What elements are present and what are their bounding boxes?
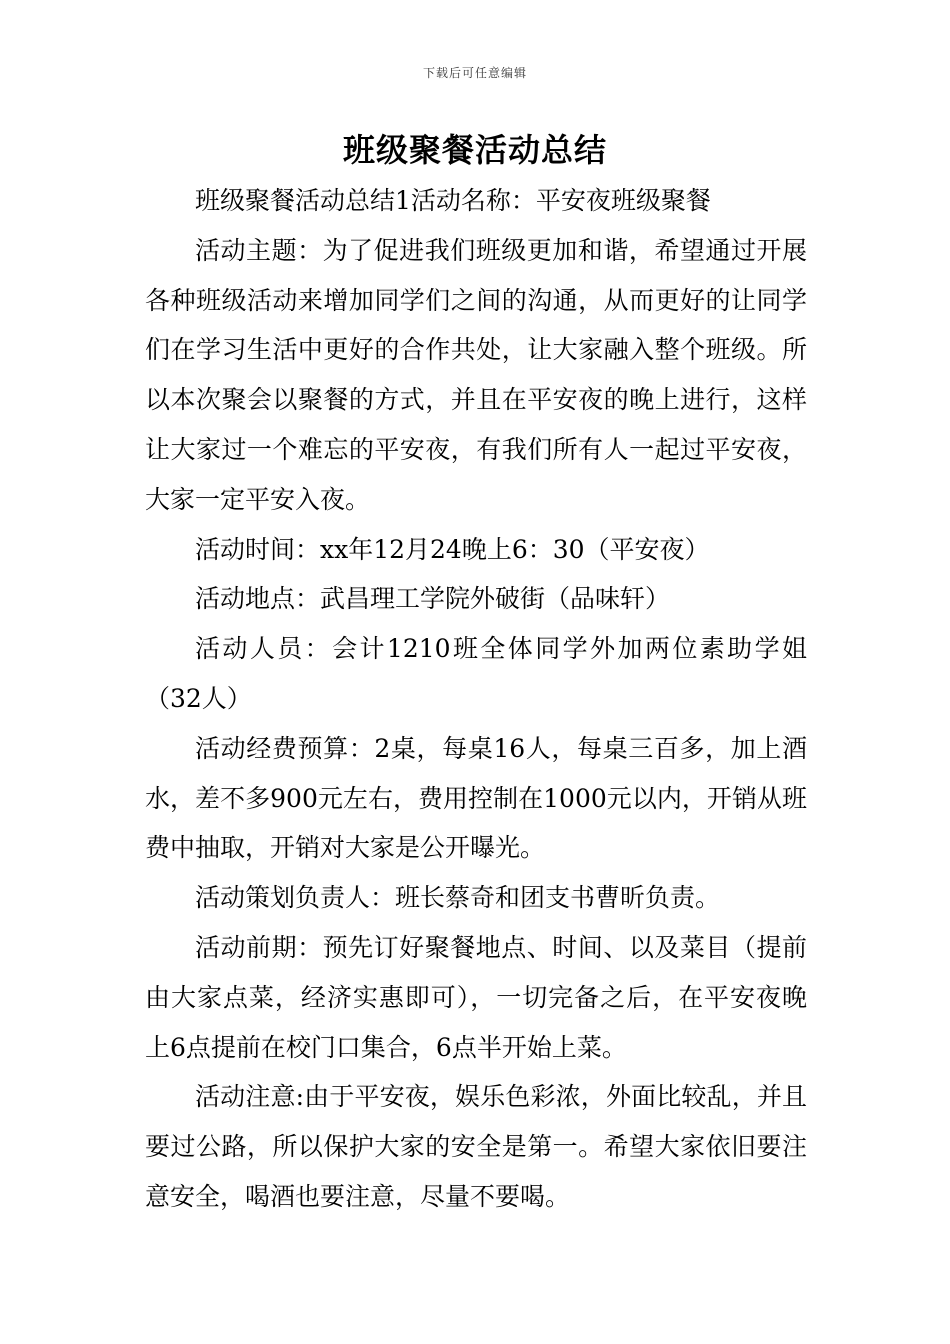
paragraph-organizers: 活动策划负责人：班长蔡奇和团支书曹昕负责。 [195, 883, 721, 913]
paragraph-location: 活动地点：武昌理工学院外破街（品味轩） [195, 584, 671, 614]
paragraph-preparation: 活动前期：预先订好聚餐地点、时间、以及菜目（提前由大家点菜，经济实惠即可），一切完备之后，在平安夜晚上6点提前在校门口集合，6点半开始上菜。 [145, 932, 807, 1062]
paragraph-budget: 活动经费预算：2桌，每桌16人，每桌三百多，加上酒水，差不多900元左右，费用控制在1000元以内，开销从班费中抽取，开销对大家是公开曝光。 [145, 733, 807, 863]
paragraph-theme: 活动主题：为了促进我们班级更加和谐，希望通过开展各种班级活动来增加同学们之间的沟通，从而更好的让同学们在学习生活中更好的合作共处，让大家融入整个班级。所以本次聚会以聚餐的方式，并且在平安夜的晚上进行，这样让大家过一个难忘的平安夜，有我们所有人一起过平安夜，大家一定平安入夜。 [145, 235, 807, 514]
document-body [145, 176, 807, 1222]
header-note: 下载后可任意编辑 [422, 66, 527, 80]
paragraph-time: 活动时间：xx年12月24晚上6：30（平安夜） [195, 534, 710, 564]
paragraph-notice: 活动注意:由于平安夜，娱乐色彩浓，外面比较乱，并且要过公路，所以保护大家的安全是第一。希望大家依旧要注意安全，喝酒也要注意，尽量不要喝。 [145, 1082, 807, 1211]
paragraph-participants: 活动人员：会计1210班全体同学外加两位素助学姐（32人） [145, 634, 807, 713]
page-title: 班级聚餐活动总结 [342, 131, 607, 169]
paragraph-activity-name: 班级聚餐活动总结1活动名称：平安夜班级聚餐 [195, 186, 711, 215]
